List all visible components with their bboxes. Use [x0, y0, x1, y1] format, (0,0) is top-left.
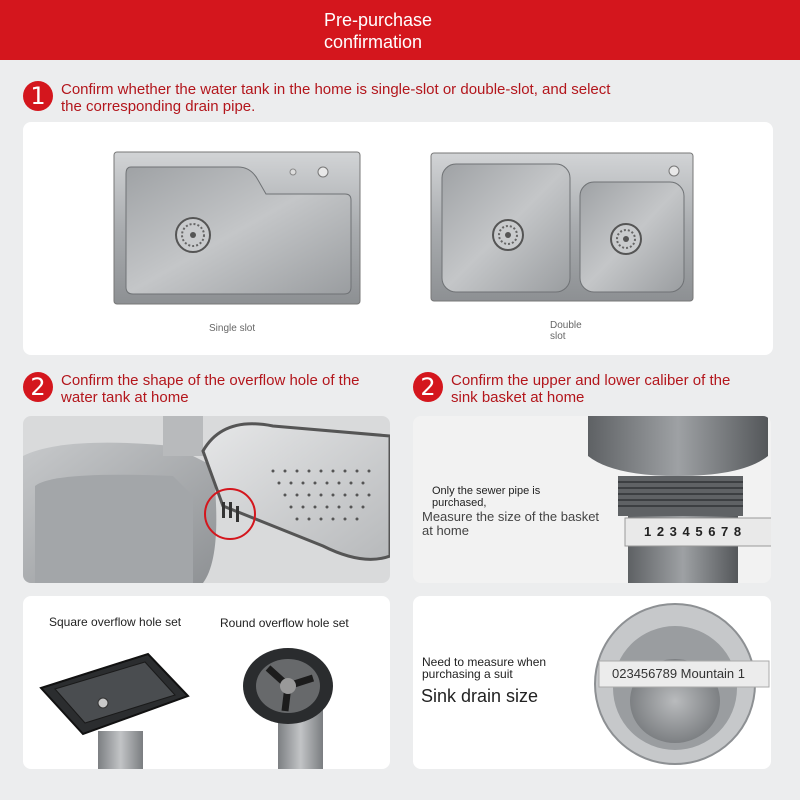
- overflow-sets-panel: [23, 596, 390, 769]
- suit-note: Need to measure when purchasing a suit: [422, 655, 547, 681]
- step-1-text: Confirm whether the water tank in the home is single-slot or double-slot, and select the corresponding drain pipe.: [61, 81, 611, 115]
- sink-type-panel: [23, 122, 773, 355]
- basket-caliber-photo: [413, 416, 771, 583]
- step-1-heading: [23, 81, 613, 115]
- single-slot-label: Single slot: [209, 323, 256, 334]
- ruler-digits: 1 2 3 4 5 6 7 8: [644, 524, 743, 539]
- purchase-note: Only the sewer pipe is purchased,: [432, 485, 541, 509]
- step-badge: 2: [23, 372, 53, 402]
- page-title: Pre-purchase confirmation: [324, 10, 433, 52]
- step-2a-heading: [23, 372, 383, 406]
- drain-size-panel: [413, 596, 771, 769]
- round-overflow-label: Round overflow hole set: [220, 616, 349, 630]
- step-badge: 2: [413, 372, 443, 402]
- overflow-hole-photo: [23, 416, 390, 583]
- sink-illustrations: [23, 122, 773, 355]
- ruler-text: 023456789 Mountain 1: [612, 666, 746, 681]
- double-slot-label: Double slot: [550, 320, 582, 342]
- drain-basket-image: [413, 596, 771, 769]
- double-sink-image: [431, 153, 693, 301]
- header-banner: [0, 0, 800, 60]
- square-overflow-label: Square overflow hole set: [49, 615, 182, 629]
- drain-size-title: Sink drain size: [421, 686, 539, 706]
- measure-basket-text: Measure the size of the basket at home: [422, 509, 600, 538]
- step-badge: 1: [23, 81, 53, 111]
- step-2b-text: Confirm the upper and lower caliber of the sink basket at home: [451, 372, 731, 406]
- single-sink-image: [114, 152, 360, 304]
- overflow-sets-image: [23, 596, 390, 769]
- step-2a-text: Confirm the shape of the overflow hole of the water tank at home: [61, 372, 360, 406]
- step-2b-heading: [413, 372, 783, 406]
